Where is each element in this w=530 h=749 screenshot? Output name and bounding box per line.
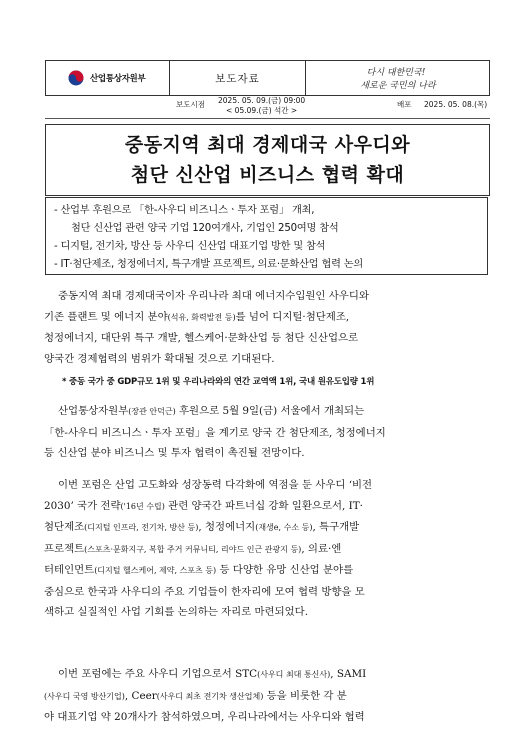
distribution-label: 배포 (397, 100, 412, 109)
body-paragraph-2 (44, 401, 494, 464)
body-text: 산업통상자원부 (58, 405, 129, 417)
divider (45, 118, 490, 119)
body-line (44, 517, 494, 539)
ministry-logo (46, 61, 169, 95)
body-paragraph-4 (44, 664, 494, 728)
ministry-name: 산업통상자원부 (90, 74, 146, 84)
taegeuk-icon (68, 70, 84, 86)
body-aside: (디지털 인프라, 전기차, 방산 등) (84, 523, 199, 532)
summary-item: 첨단 신산업 관련 양국 기업 120여개사, 기업인 250여명 참석 (71, 223, 339, 234)
slogan-handwriting (338, 63, 458, 93)
body-text: 관련 양국간 파트너십 강화 일환으로서, IT· (164, 499, 363, 512)
body-text: 등 다양한 유망 신산업 분야를 (216, 564, 354, 576)
doc-type-cell (169, 61, 306, 95)
body-line (44, 307, 494, 329)
doc-type: 보도자료 (215, 72, 260, 85)
body-aside: (석유, 화력발전 등) (167, 312, 236, 322)
body-line: 중동지역 최대 경제대국이자 우리나라 최대 에너지수입원인 사우디와 (58, 290, 369, 302)
slogan-line-2: 새로운 국민의 나라 (359, 81, 436, 91)
body-text: 프로젝트 (44, 542, 85, 555)
body-text: , Ceer (124, 689, 157, 702)
body-aside: (스포츠·문화지구, 복합 주거 커뮤니티, 리야드 인근 관광지 등) (84, 544, 302, 554)
embargo-line-2: < 05.09.(금) 석간 > (226, 106, 298, 115)
body-line: 색하고 실질적인 사업 기회를 논의하는 자리로 마련되었다. (44, 606, 309, 618)
embargo-date (218, 96, 305, 116)
body-line (44, 496, 494, 518)
title-line-2: 첨단 신산업 비즈니스 협력 확대 (130, 164, 405, 186)
body-aside: ('16년 수립) (120, 501, 165, 511)
embargo-line-1: 2025. 05. 09.(금) 09:00 (218, 96, 306, 105)
body-aside: (장관 안덕근) (128, 407, 176, 416)
body-line: 등 신산업 분야 비즈니스 및 투자 협력이 촉진될 전망이다. (44, 447, 305, 459)
body-paragraph-3 (44, 475, 494, 623)
footnote: * 중동 국가 중 GDP규모 1위 및 우리나라와의 연간 교역액 1위, 국내 원유도입량 1위 (62, 377, 375, 387)
body-text: 이번 포럼에는 주요 사우디 기업으로서 STC (58, 668, 258, 680)
body-line (44, 401, 494, 423)
slogan-cell (306, 61, 489, 95)
slogan-line-1: 다시 대한민국! (366, 68, 425, 78)
header-box (45, 60, 490, 96)
body-aside: (사우디 최대 통신사) (257, 670, 331, 679)
title-box (45, 124, 490, 196)
body-line: 청정에너지, 대단위 특구 개발, 헬스케어·문화산업 등 첨단 신산업으로 (44, 332, 359, 344)
body-text: , 청정에너지 (198, 521, 256, 533)
body-text: 첨단제조 (44, 521, 85, 533)
distribution-date: 2025. 05. 08.(목) (424, 100, 488, 109)
summary-item: - 디지털, 전기차, 방산 등 사우디 신산업 대표기업 방한 및 참석 (54, 241, 326, 252)
summary-item: - 산업부 후원으로 「한-사우디 비즈니스ㆍ투자 포럼」 개최, (54, 205, 315, 216)
body-text: 등을 비롯한 각 분 (263, 689, 347, 702)
body-text: 를 넘어 디지털·첨단제조, (235, 310, 350, 323)
body-line (44, 560, 494, 582)
body-line (44, 539, 494, 561)
body-aside: (사우디 국영 방산기업) (44, 691, 125, 701)
body-aside: (사우디 최초 전기차 생산업체) (156, 691, 264, 701)
body-line: 야 대표기업 약 20개사가 참석하였으며, 우리나라에서는 사우디와 협력 (44, 711, 365, 723)
body-aside: (재생e, 수소 등) (255, 523, 313, 532)
body-line: 이번 포럼은 산업 고도화와 성장동력 다각화에 역점을 둔 사우디 ‘비전 (58, 479, 373, 491)
body-line: 중심으로 한국과 사우디의 주요 기업들이 한자리에 모여 협력 방향을 모 (44, 585, 365, 598)
body-line (44, 664, 494, 686)
body-text: 기존 플랜트 및 에너지 분야 (44, 310, 168, 323)
body-line (44, 686, 494, 708)
body-line: 양국간 경제협력의 범위가 확대될 것으로 기대된다. (44, 352, 275, 365)
body-aside: (디지털 헬스케어, 제약, 스포츠 등) (94, 566, 217, 575)
body-text: 터테인먼트 (44, 564, 95, 576)
body-text: , 특구개발 (312, 521, 360, 533)
body-text: 2030’ 국가 전략 (44, 499, 121, 512)
summary-box (45, 197, 488, 275)
title-line-1: 중동지역 최대 경제대국 사우디와 (124, 134, 411, 156)
body-text: , SAMI (330, 668, 367, 680)
embargo-label: 보도시점 (176, 100, 205, 109)
body-text: 후원으로 5월 9일(금) 서울에서 개최되는 (175, 405, 365, 417)
body-line: 「한-사우디 비즈니스ㆍ투자 포럼」을 계기로 양국 간 첨단제조, 청정에너지 (44, 426, 386, 439)
body-paragraph-1 (44, 286, 494, 369)
summary-item: - IT·첨단제조, 청정에너지, 특구개발 프로젝트, 의료·문화산업 협력 논의 (54, 259, 364, 270)
body-text: , 의료·엔 (301, 542, 342, 555)
